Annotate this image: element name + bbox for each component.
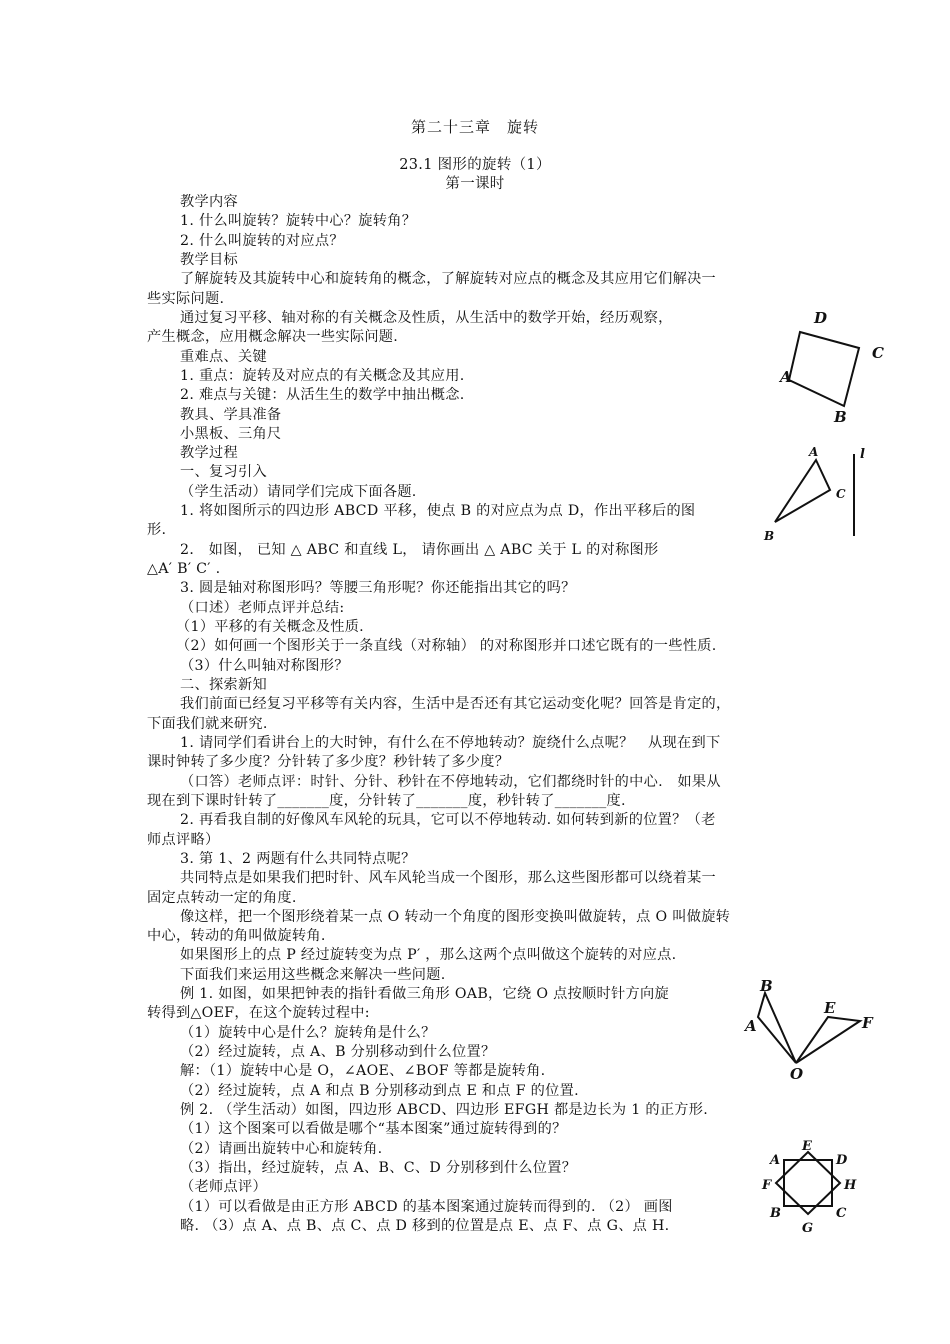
text-line: 形.: [147, 522, 167, 539]
label-l: l: [860, 447, 865, 462]
text-line: 二、探索新知: [180, 677, 267, 693]
text-line: （口答）老师点评：时针、分针、秒针在不停地转动，它们都绕时针的中心. 如果从: [180, 773, 721, 790]
text-line: 共同特点是如果我们把时针、风车风轮当成一个图形，那么这些图形都可以绕着某一: [180, 870, 717, 887]
text-line: 像这样，把一个图形绕着某一点 O 转动一个角度的图形变换叫做旋转，点 O 叫做旋转: [180, 908, 731, 925]
text-line: 固定点转动一定的角度.: [147, 889, 297, 906]
text-line: △A′ B′ C′ .: [147, 561, 221, 578]
text-line: 转得到△OEF，在这个旋转过程中:: [147, 1005, 370, 1022]
text-line: 2. 什么叫旋转的对应点？: [180, 232, 344, 249]
label-d: D: [814, 309, 828, 327]
text-line: 例 1. 如图，如果把钟表的指针看做三角形 OAB，它绕 O 点按顺时针方向旋: [180, 986, 669, 1003]
text-line: 产生概念，应用概念解决一些实际问题.: [147, 329, 399, 346]
text-line: （3）什么叫轴对称图形？: [180, 657, 349, 674]
text-line: 我们前面已经复习平移等有关内容，生活中是否还有其它运动变化呢？回答是肯定的，: [180, 696, 731, 713]
figure-clock-hands: [740, 975, 880, 1085]
text-line: 了解旋转及其旋转中心和旋转角的概念，了解旋转对应点的概念及其应用它们解决一: [180, 271, 717, 288]
text-line: （1）平移的有关概念及性质.: [176, 619, 364, 636]
text-line: （学生活动）请同学们完成下面各题.: [180, 483, 417, 500]
text-line: 3. 第 1、2 两题有什么共同特点呢？: [180, 850, 416, 867]
label-b: B: [764, 529, 775, 543]
text-line: （2）经过旋转，点 A 和点 B 分别移动到点 E 和点 F 的位置.: [180, 1082, 579, 1099]
text-line: 略. （3）点 A、点 B、点 C、点 D 移到的位置是点 E、点 F、点 G、点 H.: [180, 1217, 670, 1234]
text-line: 3. 圆是轴对称图形吗？等腰三角形呢？你还能指出其它的吗？: [180, 580, 576, 597]
text-line: 2. 再看我自制的好像风车风轮的玩具，它可以不停地转动. 如何转到新的位置？（老: [180, 812, 716, 829]
label-c: C: [836, 487, 846, 501]
figure-quadrilateral: [770, 306, 900, 426]
text-line: 1. 什么叫旋转？旋转中心？旋转角？: [180, 213, 417, 230]
text-line: 通过复习平移、轴对称的有关概念及性质，从生活中的数学开始，经历观察，: [180, 309, 673, 326]
label-g: G: [802, 1221, 814, 1236]
label-e: E: [824, 999, 836, 1017]
text-line: 师点评略）: [147, 831, 220, 848]
label-a: A: [770, 1153, 781, 1168]
figure-triangle-line: [760, 442, 880, 552]
text-line: 下面我们就来研究.: [147, 715, 268, 732]
text-line: 2． 如图， 已知 △ ABC 和直线 L， 请你画出 △ ABC 关于 L 的对称图形: [180, 541, 659, 558]
label-b: B: [834, 408, 847, 426]
text-line: 教学目标: [180, 251, 238, 268]
label-f: F: [862, 1014, 873, 1032]
text-line: 2. 难点与关键：从活生生的数学中抽出概念.: [180, 387, 465, 404]
text-line: （老师点评）: [180, 1179, 267, 1196]
label-a: A: [780, 368, 792, 386]
text-line: （2）经过旋转，点 A、B 分别移动到什么位置？: [180, 1044, 496, 1061]
label-c: C: [872, 344, 884, 362]
label-c: C: [836, 1206, 847, 1221]
text-line: 中心，转动的角叫做旋转角.: [147, 928, 326, 945]
text-line: （1）可以看做是由正方形 ABCD 的基本图案通过旋转而得到的. （2） 画图: [180, 1198, 673, 1215]
text-line: 1. 重点：旋转及对应点的有关概念及其应用.: [180, 367, 465, 384]
label-b: B: [770, 1206, 781, 1221]
text-line: 小黑板、三角尺: [180, 425, 282, 442]
text-line: 教学内容: [180, 194, 238, 210]
text-line: 解：（1）旋转中心是 O，∠AOE、∠BOF 等都是旋转角.: [180, 1063, 546, 1080]
text-line: 教学过程: [180, 445, 238, 462]
text-line: （2）如何画一个图形关于一条直线（对称轴） 的对称图形并口述它既有的一些性质.: [176, 638, 717, 655]
figure-two-squares: [756, 1130, 866, 1240]
label-e: E: [802, 1139, 812, 1154]
label-b: B: [760, 977, 773, 995]
label-o: O: [790, 1065, 804, 1083]
text-line: （1）旋转中心是什么？旋转角是什么？: [180, 1024, 436, 1041]
label-d: D: [836, 1153, 848, 1168]
lesson-title: 第一课时: [445, 176, 505, 192]
text-line: 1. 请同学们看讲台上的大时钟，有什么在不停地转动？旋绕什么点呢？ 从现在到下: [180, 734, 721, 751]
text-line: 下面我们来运用这些概念来解决一些问题.: [180, 966, 446, 983]
text-line: （2）请画出旋转中心和旋转角.: [180, 1140, 383, 1157]
text-line: 些实际问题.: [147, 290, 225, 307]
label-h: H: [844, 1178, 857, 1193]
text-line: 例 2. （学生活动）如图，四边形 ABCD、四边形 EFGH 都是边长为 1 的正方形.: [180, 1102, 709, 1119]
text-line: 1. 将如图所示的四边形 ABCD 平移，使点 B 的对应点为点 D，作出平移后的图: [180, 503, 696, 520]
section-title: 23.1 图形的旋转（1）: [399, 157, 551, 173]
text-line: 一、复习引入: [180, 464, 267, 481]
text-line: 教具、学具准备: [180, 406, 282, 423]
chapter-title: 第二十三章 旋转: [410, 118, 539, 136]
label-a: A: [809, 445, 819, 459]
label-f: F: [762, 1178, 772, 1193]
text-line: 如果图形上的点 P 经过旋转变为点 P′ ，那么这两个点叫做这个旋转的对应点.: [180, 947, 677, 964]
text-line: （1）这个图案可以看做是哪个“基本图案”通过旋转得到的？: [180, 1121, 567, 1138]
text-line: 现在到下课时针转了_______度，分针转了_______度，秒针转了_______度.: [147, 792, 626, 809]
text-line: 重难点、关键: [180, 348, 267, 365]
label-a: A: [745, 1017, 757, 1035]
text-line: （3）指出，经过旋转，点 A、B、C、D 分别移到什么位置？: [180, 1160, 577, 1176]
text-line: 课时钟转了多少度？分针转了多少度？秒针转了多少度？: [147, 754, 510, 771]
text-line: （口述）老师点评并总结:: [180, 599, 345, 616]
